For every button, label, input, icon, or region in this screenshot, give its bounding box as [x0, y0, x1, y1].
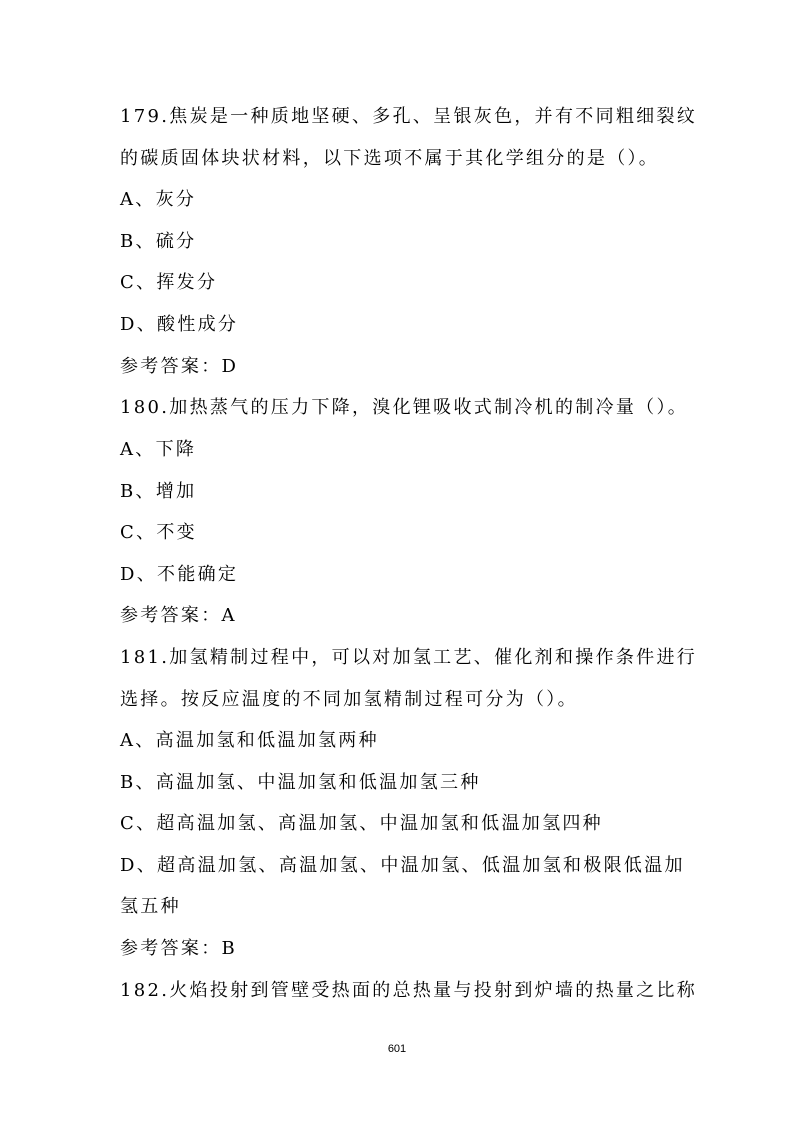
- question-182-stem-line-1: 182.火焰投射到管壁受热面的总热量与投射到炉墙的热量之比称: [120, 980, 698, 1001]
- question-181-option-c: C、超高温加氢、高温加氢、中温加氢和低温加氢四种: [120, 813, 603, 834]
- question-181-option-b: B、高温加氢、中温加氢和低温加氢三种: [120, 772, 481, 793]
- question-181-option-d-line-2: 氢五种: [120, 896, 181, 917]
- question-179-stem-line-2: 的碳质固体块状材料，以下选项不属于其化学组分的是（）。: [120, 148, 660, 169]
- question-180-option-b: B、增加: [120, 481, 197, 502]
- question-181-answer: 参考答案：B: [120, 938, 238, 959]
- question-181-option-a: A、高温加氢和低温加氢两种: [120, 730, 379, 751]
- question-179-option-c: C、挥发分: [120, 272, 218, 293]
- question-179-option-b: B、硫分: [120, 231, 197, 252]
- page-number: 601: [387, 1043, 407, 1055]
- question-181-stem-line-2: 选择。按反应温度的不同加氢精制过程可分为（）。: [120, 689, 578, 710]
- question-180-stem-line-1: 180.加热蒸气的压力下降，溴化锂吸收式制冷机的制冷量（）。: [120, 397, 689, 418]
- question-180-answer: 参考答案：A: [120, 605, 237, 626]
- question-179-option-d: D、酸性成分: [120, 314, 239, 335]
- question-181-option-d-line-1: D、超高温加氢、高温加氢、中温加氢、低温加氢和极限低温加: [120, 855, 685, 876]
- question-179-answer: 参考答案：D: [120, 356, 239, 377]
- question-180-option-c: C、不变: [120, 522, 197, 543]
- question-179-stem-line-1: 179.焦炭是一种质地坚硬、多孔、呈银灰色，并有不同粗细裂纹: [120, 106, 698, 127]
- question-181-stem-line-1: 181.加氢精制过程中，可以对加氢工艺、催化剂和操作条件进行: [120, 647, 698, 668]
- question-180-option-a: A、下降: [120, 439, 197, 460]
- question-179-option-a: A、灰分: [120, 189, 197, 210]
- question-180-option-d: D、不能确定: [120, 564, 239, 585]
